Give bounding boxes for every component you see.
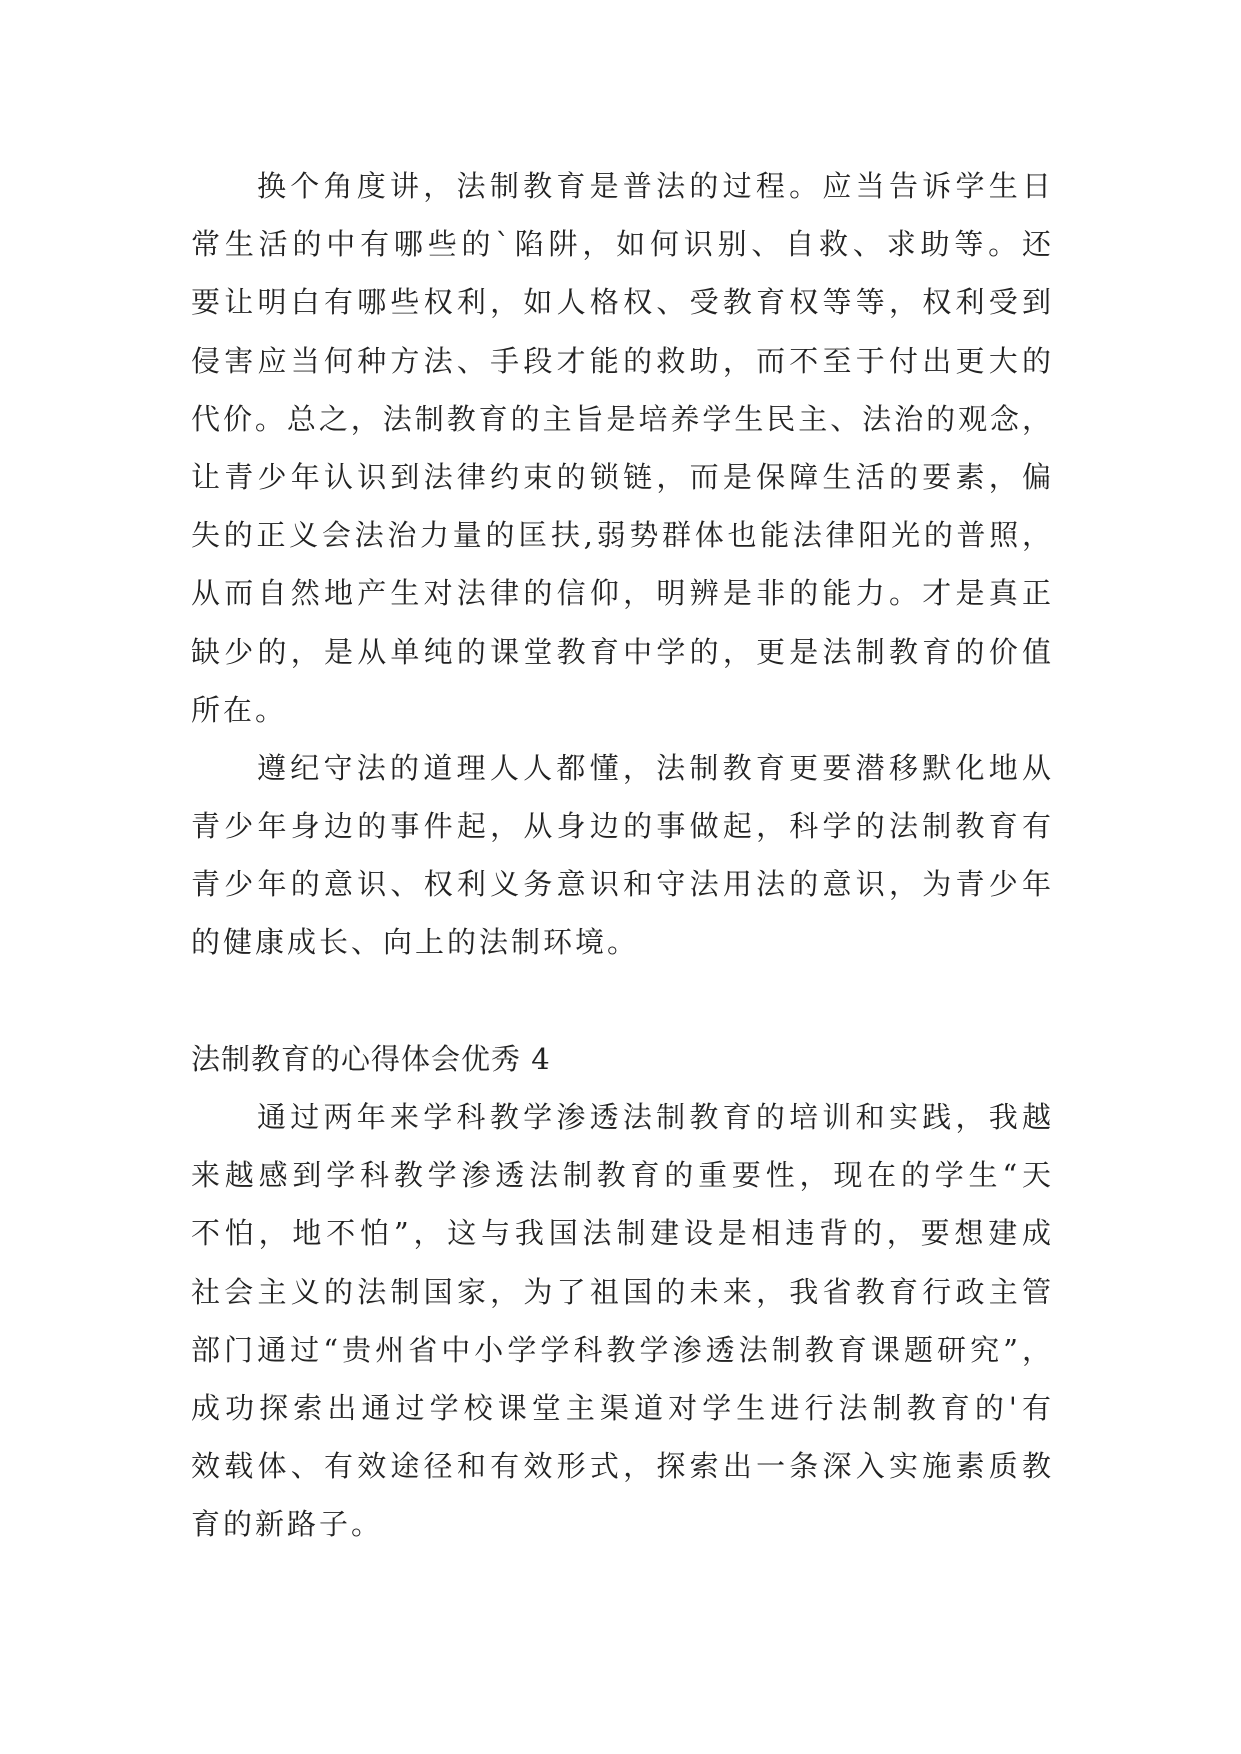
paragraph-line: 从而自然地产生对法律的信仰，明辨是非的能力。才是真正 bbox=[191, 576, 1051, 611]
paragraph-line: 代价。总之，法制教育的主旨是培养学生民主、法治的观念， bbox=[191, 401, 1051, 436]
section-heading: 法制教育的心得体会优秀 4 bbox=[191, 1041, 551, 1076]
paragraph-line: 换个角度讲，法制教育是普法的过程。应当告诉学生日 bbox=[257, 169, 1051, 203]
paragraph-line: 所在。 bbox=[191, 692, 288, 727]
paragraph-line: 常生活的中有哪些的`陷阱，如何识别、自救、求助等。还 bbox=[191, 227, 1051, 262]
paragraph-line: 成功探索出通过学校课堂主渠道对学生进行法制教育的'有 bbox=[191, 1390, 1051, 1425]
paragraph-line: 让青少年认识到法律约束的锁链，而是保障生活的要素，偏 bbox=[191, 459, 1051, 494]
paragraph-line: 效载体、有效途径和有效形式，探索出一条深入实施素质教 bbox=[191, 1449, 1051, 1484]
paragraph-line: 青少年的意识、权利义务意识和守法用法的意识，为青少年 bbox=[191, 867, 1051, 902]
paragraph-2 bbox=[191, 739, 1051, 972]
paragraph-line: 来越感到学科教学渗透法制教育的重要性，现在的学生“天 bbox=[191, 1158, 1051, 1193]
paragraph-line: 不怕，地不怕”，这与我国法制建设是相违背的，要想建成 bbox=[191, 1216, 1051, 1251]
paragraph-line: 青少年身边的事件起，从身边的事做起，科学的法制教育有 bbox=[191, 809, 1051, 844]
paragraph-line: 的健康成长、向上的法制环境。 bbox=[191, 925, 640, 960]
paragraph-1 bbox=[191, 157, 1051, 739]
paragraph-3 bbox=[191, 1088, 1051, 1554]
blank-line bbox=[191, 972, 1051, 1030]
paragraph-line: 缺少的，是从单纯的课堂教育中学的，更是法制教育的价值 bbox=[191, 634, 1051, 669]
paragraph-line: 遵纪守法的道理人人都懂，法制教育更要潜移默化地从 bbox=[257, 750, 1051, 785]
paragraph-line: 要让明白有哪些权利，如人格权、受教育权等等，权利受到 bbox=[191, 285, 1051, 320]
document-body bbox=[191, 157, 1051, 1554]
paragraph-line: 育的新路子。 bbox=[191, 1507, 384, 1542]
paragraph-line: 通过两年来学科教学渗透法制教育的培训和实践，我越 bbox=[257, 1100, 1051, 1134]
paragraph-line: 社会主义的法制国家，为了祖国的未来，我省教育行政主管 bbox=[191, 1274, 1051, 1309]
paragraph-line: 侵害应当何种方法、手段才能的救助，而不至于付出更大的 bbox=[191, 343, 1051, 378]
paragraph-line: 失的正义会法治力量的匡扶,弱势群体也能法律阳光的普照， bbox=[191, 518, 1051, 553]
paragraph-line: 部门通过“贵州省中小学学科教学渗透法制教育课题研究”， bbox=[191, 1332, 1051, 1367]
